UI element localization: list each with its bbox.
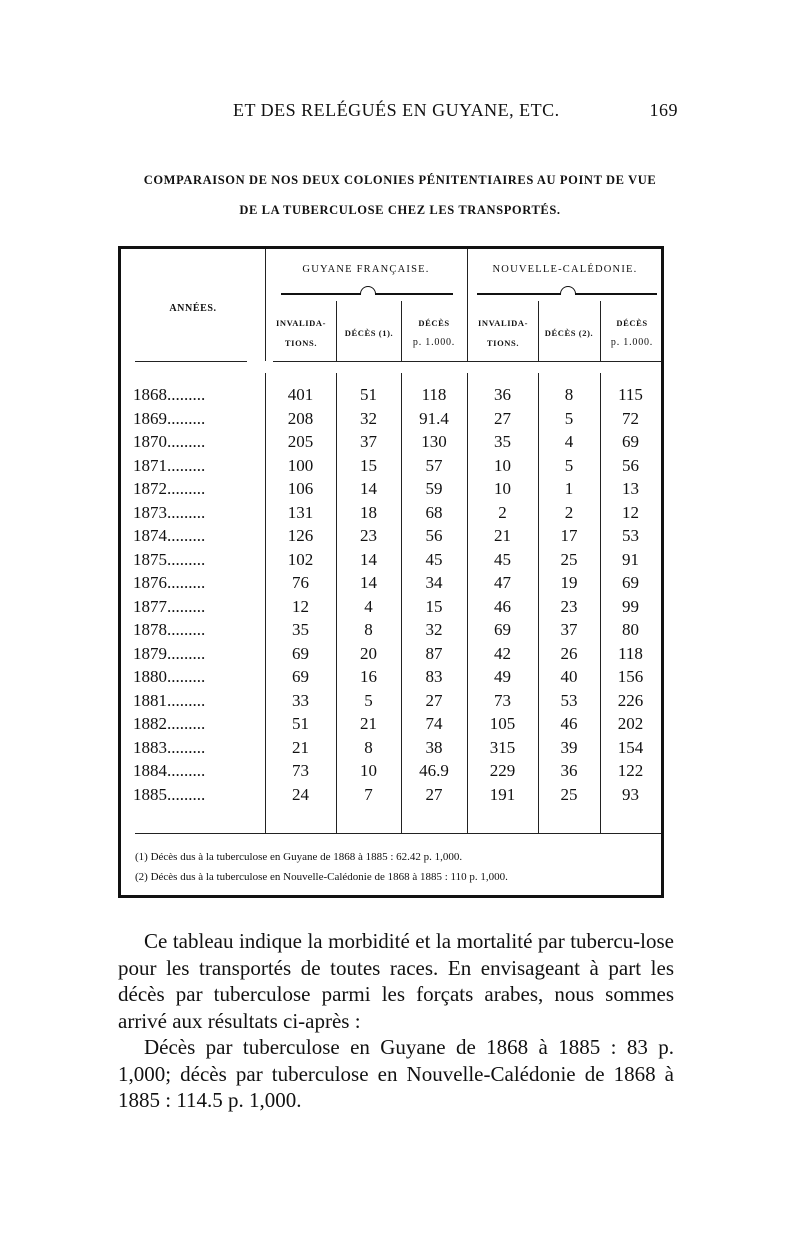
table-row bbox=[121, 644, 661, 667]
nc-deces-cell: 2 bbox=[564, 502, 574, 522]
nc-deces-cell: 25 bbox=[560, 549, 578, 569]
year-cell: 1868......... bbox=[133, 385, 206, 404]
guyane-rate-cell: 87 bbox=[425, 643, 443, 663]
guyane-deces-cell: 51 bbox=[360, 385, 377, 404]
nc-rate-cell: 80 bbox=[622, 620, 639, 639]
nc-deces-cell: 19 bbox=[560, 573, 578, 592]
table-caption-line-2: DE LA TUBERCULOSE CHEZ LES TRANSPORTÉS. bbox=[239, 203, 561, 217]
group-brace bbox=[281, 293, 453, 303]
nc-rate-cell: 226 bbox=[617, 690, 644, 710]
table-row bbox=[121, 432, 661, 455]
year-cell: 1885......... bbox=[133, 784, 206, 804]
header-line: INVALIDA- bbox=[477, 318, 529, 328]
guyane-deces-cell: 14 bbox=[360, 573, 377, 592]
header-line: INVALIDA- bbox=[275, 318, 327, 328]
guyane-deces-cell: 8 bbox=[364, 620, 373, 639]
nc-invalidations-cell: 2 bbox=[498, 502, 507, 522]
nc-rate-cell: 122 bbox=[617, 761, 644, 780]
nc-rate-cell: 12 bbox=[622, 502, 639, 522]
nc-invalidations-cell: 69 bbox=[494, 620, 511, 639]
table-row bbox=[121, 761, 661, 784]
nc-deces-rate-header bbox=[601, 313, 663, 353]
nc-invalidations-cell: 45 bbox=[494, 549, 511, 569]
guyane-invalidations-cell: 33 bbox=[292, 690, 309, 710]
guyane-invalidations-cell: 208 bbox=[287, 408, 314, 428]
table-row bbox=[121, 550, 661, 573]
guyane-invalidations-cell: 21 bbox=[292, 737, 309, 757]
footnote-1: (1) Décès dus à la tuberculose en Guyane de 1868 à 1885 : 62.42 p. 1,000. bbox=[135, 851, 463, 863]
guyane-deces-cell: 20 bbox=[360, 643, 377, 663]
nc-invalidations-cell: 191 bbox=[489, 784, 516, 804]
year-cell: 1875......... bbox=[133, 549, 206, 569]
table-row bbox=[121, 597, 661, 620]
footnote-2: (2) Décès dus à la tuberculose en Nouvelle-Calédonie de 1868 à 1885 : 110 p. 1,000. bbox=[135, 871, 508, 883]
year-cell: 1880......... bbox=[133, 667, 206, 686]
table-row bbox=[121, 456, 661, 479]
table-row bbox=[121, 479, 661, 502]
nc-deces-cell: 1 bbox=[564, 479, 574, 498]
year-cell: 1884......... bbox=[133, 761, 206, 780]
year-cell: 1881......... bbox=[133, 690, 206, 710]
footnote-rule bbox=[135, 833, 661, 834]
guyane-rate-cell: 27 bbox=[425, 690, 443, 710]
nc-invalidations-cell: 73 bbox=[494, 690, 511, 710]
guyane-rate-cell: 57 bbox=[425, 455, 443, 475]
nc-rate-cell: 93 bbox=[622, 784, 639, 804]
guyane-invalidations-cell: 73 bbox=[292, 761, 309, 780]
guyane-rate-cell: 38 bbox=[425, 737, 443, 757]
guyane-invalidations-cell: 126 bbox=[287, 526, 314, 545]
nc-deces-cell: 4 bbox=[564, 432, 574, 451]
guyane-deces-cell: 14 bbox=[360, 549, 377, 569]
guyane-rate-cell: 45 bbox=[425, 549, 443, 569]
table-footnotes bbox=[135, 847, 655, 887]
nc-invalidations-cell: 35 bbox=[494, 432, 511, 451]
nc-rate-cell: 115 bbox=[618, 385, 643, 404]
guyane-deces-cell: 37 bbox=[360, 432, 377, 451]
nc-invalidations-header bbox=[468, 313, 538, 353]
guyane-deces-cell: 15 bbox=[360, 455, 377, 475]
guyane-invalidations-cell: 100 bbox=[287, 455, 314, 475]
nc-rate-cell: 13 bbox=[622, 479, 639, 498]
header-line: TIONS. bbox=[284, 338, 318, 348]
header-line: DÉCÈS bbox=[616, 318, 648, 328]
guyane-deces-cell: 7 bbox=[364, 784, 373, 804]
nc-invalidations-cell: 105 bbox=[489, 714, 516, 733]
table-row bbox=[121, 785, 661, 808]
nc-invalidations-cell: 27 bbox=[494, 408, 511, 428]
year-cell: 1876......... bbox=[133, 573, 206, 592]
page-number: 169 bbox=[649, 100, 678, 120]
guyane-deces-cell: 21 bbox=[360, 714, 377, 733]
nc-deces-cell: 8 bbox=[564, 385, 574, 404]
year-cell: 1883......... bbox=[133, 737, 206, 757]
guyane-invalidations-cell: 106 bbox=[287, 479, 314, 498]
guyane-rate-cell: 46.9 bbox=[419, 761, 449, 780]
year-cell: 1873......... bbox=[133, 502, 206, 522]
nc-invalidations-cell: 47 bbox=[494, 573, 511, 592]
body-text bbox=[118, 928, 674, 1114]
guyane-deces-cell: 14 bbox=[360, 479, 377, 498]
column-divider bbox=[265, 249, 266, 361]
paragraph: Décès par tuberculose en Guyane de 1868 à 1885 : 83 p. 1,000; décès par tuberculose en Nouvelle-Calédonie de 1868 à 1885 : 114.5 p. 1,000. bbox=[118, 1035, 674, 1112]
header-line: TIONS. bbox=[486, 338, 520, 348]
guyane-deces-cell: 18 bbox=[360, 502, 377, 522]
guyane-invalidations-cell: 401 bbox=[287, 385, 314, 404]
running-head-title: ET DES RELÉGUÉS EN GUYANE, ETC. bbox=[233, 100, 560, 120]
nc-deces-cell: 17 bbox=[560, 526, 578, 545]
table-row bbox=[121, 573, 661, 596]
guyane-deces-rate-header bbox=[402, 313, 466, 353]
header-rule bbox=[273, 361, 661, 362]
guyane-invalidations-cell: 69 bbox=[292, 667, 309, 686]
table-row bbox=[121, 385, 661, 408]
table-row bbox=[121, 409, 661, 432]
nc-invalidations-cell: 315 bbox=[489, 737, 516, 757]
guyane-invalidations-cell: 51 bbox=[292, 714, 309, 733]
nc-rate-cell: 154 bbox=[617, 737, 644, 757]
nc-rate-cell: 156 bbox=[617, 667, 644, 686]
years-column-header: ANNÉES. bbox=[169, 303, 217, 314]
guyane-deces-cell: 32 bbox=[360, 408, 377, 428]
guyane-deces-cell: 23 bbox=[360, 526, 377, 545]
paragraph: Ce tableau indique la morbidité et la mortalité par tubercu-lose pour les transportés de toutes races. En envisageant à part les décès par tuberculose parmi les forçats arabes, nous sommes arrivé aux résultats ci-après : bbox=[118, 929, 674, 1033]
nc-invalidations-cell: 10 bbox=[494, 455, 511, 475]
guyane-rate-cell: 74 bbox=[425, 714, 443, 733]
nc-invalidations-cell: 36 bbox=[494, 385, 511, 404]
nc-deces-cell: 39 bbox=[560, 737, 578, 757]
guyane-invalidations-cell: 131 bbox=[287, 502, 314, 522]
nc-rate-cell: 69 bbox=[622, 573, 639, 592]
year-cell: 1871......... bbox=[133, 455, 206, 475]
guyane-deces-cell: 5 bbox=[364, 690, 373, 710]
nc-deces-cell: 25 bbox=[560, 784, 578, 804]
guyane-rate-cell: 118 bbox=[421, 385, 447, 404]
nc-rate-cell: 99 bbox=[622, 596, 639, 616]
year-cell: 1877......... bbox=[133, 596, 206, 616]
nc-deces-cell: 5 bbox=[564, 455, 574, 475]
nc-rate-cell: 91 bbox=[622, 549, 639, 569]
guyane-rate-cell: 83 bbox=[425, 667, 443, 686]
nc-rate-cell: 53 bbox=[622, 526, 639, 545]
guyane-deces-cell: 16 bbox=[360, 667, 377, 686]
table-row bbox=[121, 620, 661, 643]
year-cell: 1879......... bbox=[133, 643, 206, 663]
nc-deces-cell: 37 bbox=[560, 620, 578, 639]
nc-deces-cell: 36 bbox=[560, 761, 578, 780]
nc-rate-cell: 69 bbox=[622, 432, 639, 451]
nc-invalidations-cell: 42 bbox=[494, 643, 511, 663]
nc-deces-cell: 26 bbox=[560, 643, 578, 663]
header-line: p. 1.000. bbox=[412, 337, 456, 348]
guyane-rate-cell: 32 bbox=[425, 620, 443, 639]
table-row bbox=[121, 667, 661, 690]
guyane-invalidations-cell: 102 bbox=[287, 549, 314, 569]
table-row bbox=[121, 691, 661, 714]
nc-deces-cell: 5 bbox=[564, 408, 574, 428]
year-cell: 1882......... bbox=[133, 714, 206, 733]
nc-rate-cell: 56 bbox=[622, 455, 639, 475]
group-header-nouvelle-caledonie: NOUVELLE-CALÉDONIE. bbox=[492, 264, 638, 275]
table-row bbox=[121, 714, 661, 737]
guyane-deces-cell: 8 bbox=[364, 737, 373, 757]
nc-invalidations-cell: 10 bbox=[494, 479, 511, 498]
group-brace bbox=[477, 293, 657, 303]
guyane-invalidations-cell: 24 bbox=[292, 784, 309, 804]
nc-rate-cell: 202 bbox=[617, 714, 644, 733]
guyane-deces-cell: 10 bbox=[360, 761, 377, 780]
guyane-invalidations-header bbox=[267, 313, 335, 353]
nc-deces-cell: 46 bbox=[560, 714, 578, 733]
nc-invalidations-cell: 229 bbox=[489, 761, 516, 780]
nc-deces-header: DÉCÈS (2). bbox=[544, 328, 594, 338]
nc-invalidations-cell: 46 bbox=[494, 596, 511, 616]
guyane-rate-cell: 15 bbox=[425, 596, 443, 616]
year-cell: 1869......... bbox=[133, 408, 206, 428]
table-row bbox=[121, 738, 661, 761]
table-caption-line-1: COMPARAISON DE NOS DEUX COLONIES PÉNITENTIAIRES AU POINT DE VUE bbox=[143, 173, 657, 187]
year-cell: 1872......... bbox=[133, 479, 206, 498]
nc-invalidations-cell: 49 bbox=[494, 667, 511, 686]
guyane-invalidations-cell: 205 bbox=[287, 432, 314, 451]
guyane-deces-cell: 4 bbox=[364, 596, 373, 616]
header-line: p. 1.000. bbox=[610, 337, 654, 348]
running-head bbox=[118, 100, 678, 130]
year-cell: 1878......... bbox=[133, 620, 206, 639]
guyane-invalidations-cell: 35 bbox=[292, 620, 309, 639]
guyane-rate-cell: 34 bbox=[425, 573, 443, 592]
year-cell: 1870......... bbox=[133, 432, 206, 451]
guyane-deces-header: DÉCÈS (1). bbox=[344, 328, 394, 338]
guyane-rate-cell: 56 bbox=[425, 526, 443, 545]
nc-rate-cell: 72 bbox=[622, 408, 639, 428]
nc-deces-cell: 53 bbox=[560, 690, 578, 710]
table-row bbox=[121, 503, 661, 526]
nc-deces-cell: 23 bbox=[560, 596, 578, 616]
nc-deces-cell: 40 bbox=[560, 667, 578, 686]
nc-rate-cell: 118 bbox=[618, 643, 643, 663]
guyane-rate-cell: 27 bbox=[425, 784, 443, 804]
guyane-rate-cell: 130 bbox=[421, 432, 447, 451]
nc-invalidations-cell: 21 bbox=[494, 526, 511, 545]
group-header-guyane: GUYANE FRANÇAISE. bbox=[302, 264, 430, 275]
year-cell: 1874......... bbox=[133, 526, 206, 545]
statistics-table bbox=[118, 246, 664, 898]
header-rule bbox=[135, 361, 247, 362]
guyane-rate-cell: 59 bbox=[425, 479, 443, 498]
table-row bbox=[121, 526, 661, 549]
guyane-rate-cell: 91.4 bbox=[419, 408, 449, 428]
guyane-invalidations-cell: 76 bbox=[292, 573, 309, 592]
guyane-rate-cell: 68 bbox=[425, 502, 443, 522]
guyane-invalidations-cell: 12 bbox=[292, 596, 309, 616]
header-line: DÉCÈS bbox=[418, 318, 450, 328]
guyane-invalidations-cell: 69 bbox=[292, 643, 309, 663]
